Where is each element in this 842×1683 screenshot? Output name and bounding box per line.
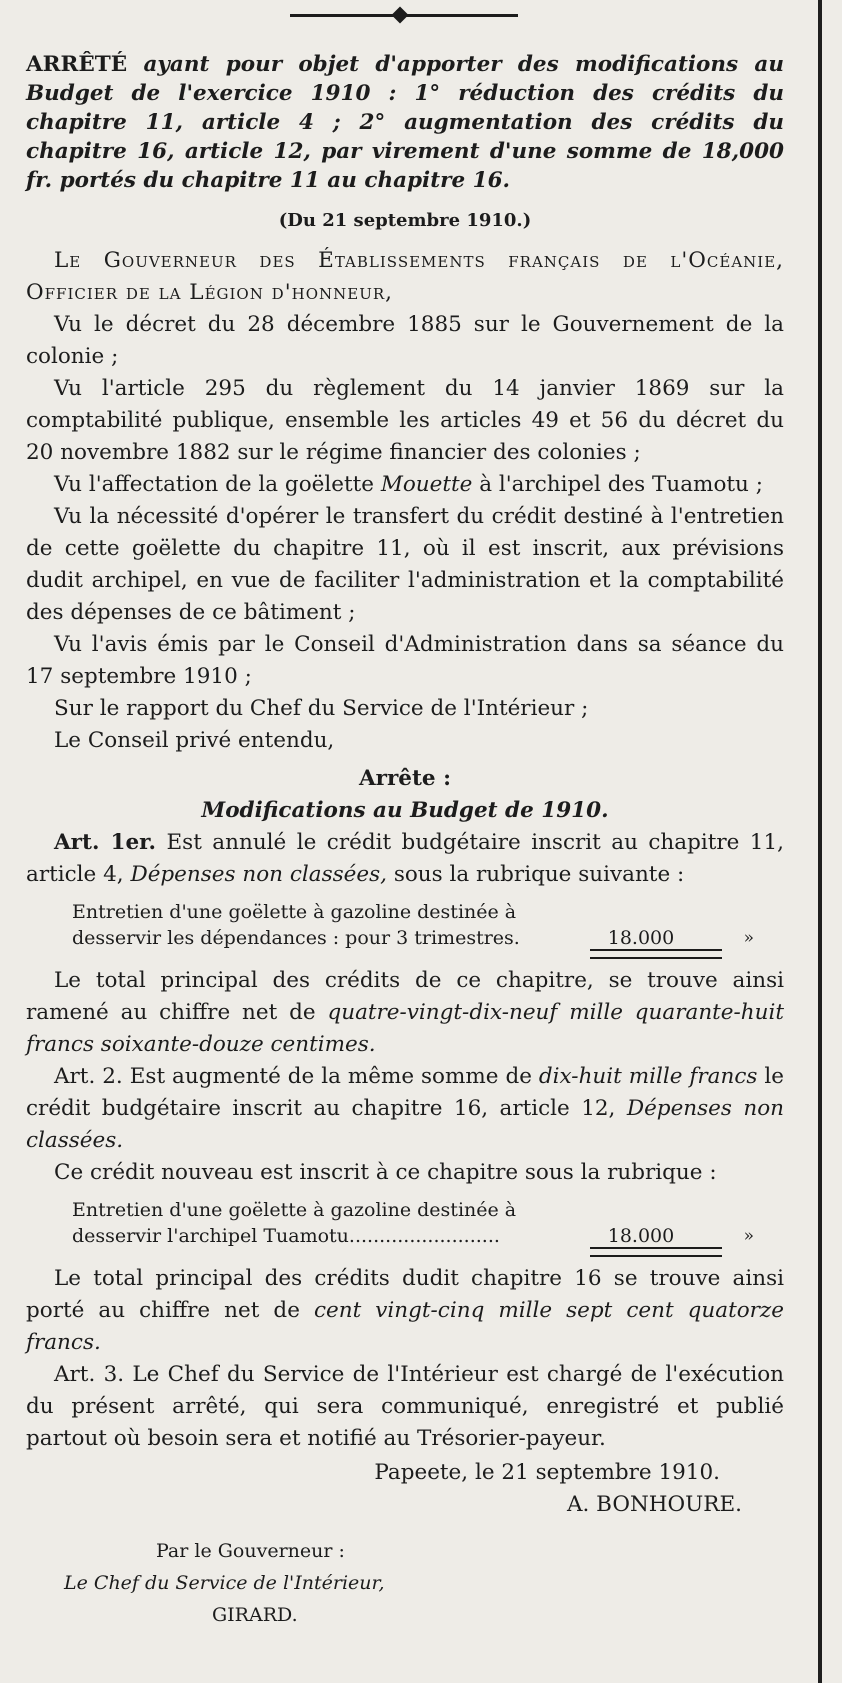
budget-line-1 <box>72 899 784 951</box>
budget-line-1-mark: » <box>743 928 754 948</box>
double-rule <box>590 949 722 959</box>
header-ornament <box>290 8 518 22</box>
vu-necessite: Vu la nécessité d'opérer le transfert du crédit destiné à l'entretien de cette goëlette du chapitre 11, où il est inscrit, aux prévisions dudit archipel, en vue de faciliter l'administration et la comptabilité des dépenses de ce bâtiment ; <box>26 504 784 625</box>
conseil-entendu: Le Conseil privé entendu, <box>54 728 335 753</box>
vu-article: Vu l'article 295 du règlement du 14 janvier 1869 sur la comptabilité publique, ensemble les articles 49 et 56 du décret du 20 novembre 1882 sur le régime financier des colonies ; <box>26 376 784 465</box>
budget-line-1-text: Entretien d'une goëlette à gazoline destinée à desservir les dépendances : pour 3 trimestres. <box>72 901 520 949</box>
art3-label: Art. 3. <box>54 1362 125 1387</box>
art2-pre: Est augmenté de la même somme de <box>129 1064 532 1089</box>
title-lead: ARRÊTÉ <box>26 52 128 77</box>
article-3 <box>26 1359 784 1455</box>
art1-italic: Dépenses non classées, <box>130 862 387 887</box>
credit-nouveau: Ce crédit nouveau est inscrit à ce chapitre sous la rubrique : <box>54 1160 717 1185</box>
vu-decret: Vu le décret du 28 décembre 1885 sur le Gouvernement de la colonie ; <box>26 312 784 369</box>
total2-pre: Le total principal des crédits dudit chapitre 16 se trouve ainsi porté au chiffre net de <box>26 1266 784 1323</box>
total2-italic: cent vingt-cinq mille sept cent quatorze francs. <box>26 1298 784 1355</box>
budget-line-1-amount: 18.000 <box>607 927 675 949</box>
article-1 <box>26 827 784 891</box>
art3-text: Le Chef du Service de l'Intérieur est chargé de l'exécution du présent arrêté, qui sera communiqué, enregistré et publié partout où besoin sera et notifié au Trésorier-payeur. <box>26 1362 784 1451</box>
art2-mid: le crédit budgétaire inscrit au chapitre 16, article 12, <box>26 1064 784 1121</box>
budget-line-2 <box>72 1197 784 1249</box>
chef-service: Le Chef du Service de l'Intérieur, <box>64 1572 385 1594</box>
modifications-heading: Modifications au Budget de 1910. <box>201 798 609 823</box>
decree-title <box>26 50 784 195</box>
art1-post: sous la rubrique suivante : <box>393 862 685 887</box>
total1-pre: Le total principal des crédits de ce chapitre, se trouve ainsi ramené au chiffre net de <box>26 968 784 1025</box>
par-le-gouverneur: Par le Gouverneur : <box>156 1540 345 1562</box>
decree-date: (Du 21 septembre 1910.) <box>278 210 532 231</box>
signature-name: A. BONHOURE. <box>566 1492 742 1517</box>
art2-italic1: dix-huit mille francs <box>538 1064 758 1089</box>
budget-line-2-amount: 18.000 <box>607 1225 675 1247</box>
title-rest: ayant pour objet d'apporter des modifications au Budget de l'exercice 1910 : 1° réduction des crédits du chapitre 11, article 4 ; 2° augmentation des crédits du chapitre 16, article 12, par virement d'une somme de 18,000 fr. portés du chapitre 11 au chapitre 16. <box>26 52 784 193</box>
column-rule <box>818 0 822 1683</box>
vu3-post: à l'archipel des Tuamotu ; <box>479 472 763 497</box>
signature-place-date: Papeete, le 21 septembre 1910. <box>374 1460 720 1485</box>
vu-affectation <box>26 469 784 501</box>
budget-line-2-mark: » <box>743 1226 754 1246</box>
double-rule <box>590 1247 722 1257</box>
total-2 <box>26 1263 784 1359</box>
art1-pre: Est annulé le crédit budgétaire inscrit au chapitre 11, article 4, <box>26 830 784 887</box>
ornament-diamond-icon <box>392 7 409 24</box>
art1-label: Art. 1er. <box>54 830 157 855</box>
total1-italic: quatre-vingt-dix-neuf mille quarante-huit francs soixante-douze centimes. <box>26 1000 784 1057</box>
signature-girard: GIRARD. <box>212 1604 298 1626</box>
governor-line: Le Gouverneur des Établissements français de l'Océanie, Officier de la Légion d'honneur, <box>26 248 784 305</box>
art2-italic2: Dépenses non classées. <box>26 1096 784 1153</box>
document-body <box>26 50 784 1631</box>
total-1 <box>26 965 784 1061</box>
ship-name: Mouette <box>380 472 473 497</box>
vu3-pre: Vu l'affectation de la goëlette <box>54 472 374 497</box>
budget-line-2-text: Entretien d'une goëlette à gazoline destinée à desservir l'archipel Tuamotu......................... <box>72 1199 517 1247</box>
vu-avis: Vu l'avis émis par le Conseil d'Administration dans sa séance du 17 septembre 1910 ; <box>26 632 784 689</box>
sur-rapport: Sur le rapport du Chef du Service de l'Intérieur ; <box>54 696 589 721</box>
art2-label: Art. 2. <box>54 1064 123 1089</box>
article-2 <box>26 1061 784 1157</box>
arrete-heading: Arrête : <box>358 766 452 791</box>
